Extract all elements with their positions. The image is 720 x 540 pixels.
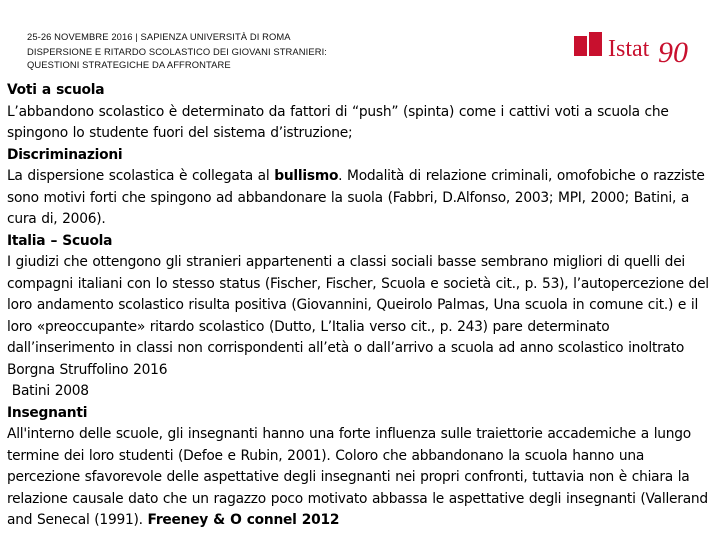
section-text-voti: L’abbandono scolastico è determinato da fattori di “push” (spinta) come i cattivi voti a scuola che spingono lo studente fuori del sistema d’istruzione; bbox=[7, 103, 669, 141]
section-text-italia-scuola: I giudizi che ottengono gli stranieri appartenenti a classi sociali basse sembrano migliori di quelli dei compagni italiani con lo stesso status (Fischer, Fischer, Scuola e società cit., p. 53), l’autopercezione del loro andamento scolastico risulta positiva (Giovannini, Queirolo Palmas, Una scuola in comune cit.) e il loro «preoccupante» ritardo scolastico (Dutto, L’Italia verso cit., p. 243) pare determinato dall’inserimento in classi non corrispondenti all’età o dall’arrivo a scuola ad anno scolastico inoltrato Borgna Struffolino 2016 bbox=[7, 254, 709, 378]
slide-body bbox=[7, 80, 713, 532]
bullismo-keyword: bullismo bbox=[274, 168, 339, 184]
slide-title-line-2: QUESTIONI STRATEGICHE DA AFFRONTARE bbox=[27, 59, 231, 70]
section-heading-insegnanti: Insegnanti bbox=[7, 404, 88, 421]
section-text-discriminazioni bbox=[7, 166, 713, 231]
section-text-batini: Batini 2008 bbox=[7, 383, 89, 399]
event-date-line: 25-26 NOVEMBRE 2016 | SAPIENZA UNIVERSITÀ DI ROMA bbox=[27, 31, 291, 42]
istat-logo bbox=[572, 28, 694, 70]
discriminazioni-text-end: . Modalità di relazione criminali, omofobiche o razziste sono motivi forti che spingono ad abbandonare la suola (Fabbri, D.Alfonso, 2003; MPI, 2000; Batini, a cura di, 2006). bbox=[7, 168, 705, 227]
logo-wordmark: Istat bbox=[608, 36, 650, 62]
section-heading-italia-scuola: Italia – Scuola bbox=[7, 232, 113, 249]
insegnanti-citation: Freeney & O connel 2012 bbox=[147, 512, 340, 528]
slide-title-line-1: DISPERSIONE E RITARDO SCOLASTICO DEI GIOVANI STRANIERI: bbox=[27, 46, 327, 57]
insegnanti-text: All'interno delle scuole, gli insegnanti hanno una forte influenza sulle traiettorie accademiche a lungo termine dei loro studenti (Defoe e Rubin, 2001). Coloro che abbandonano la scuola hanno una percezione sfavorevole delle aspettative degli insegnanti nei propri confronti, tuttavia non è chiara la relazione causale dato che un ragazzo poco motivato abbassa le aspettative degli insegnanti (Vallerand and Senecal (1991). bbox=[7, 426, 708, 528]
section-text-insegnanti bbox=[7, 424, 713, 532]
logo-anniversary: 90 bbox=[658, 36, 688, 69]
section-heading-voti: Voti a scuola bbox=[7, 82, 105, 98]
section-heading-discriminazioni: Discriminazioni bbox=[7, 146, 123, 163]
slide-header bbox=[27, 30, 447, 71]
istat-logo-icon bbox=[572, 28, 694, 70]
discriminazioni-text-start: La dispersione scolastica è collegata al bbox=[7, 168, 275, 184]
